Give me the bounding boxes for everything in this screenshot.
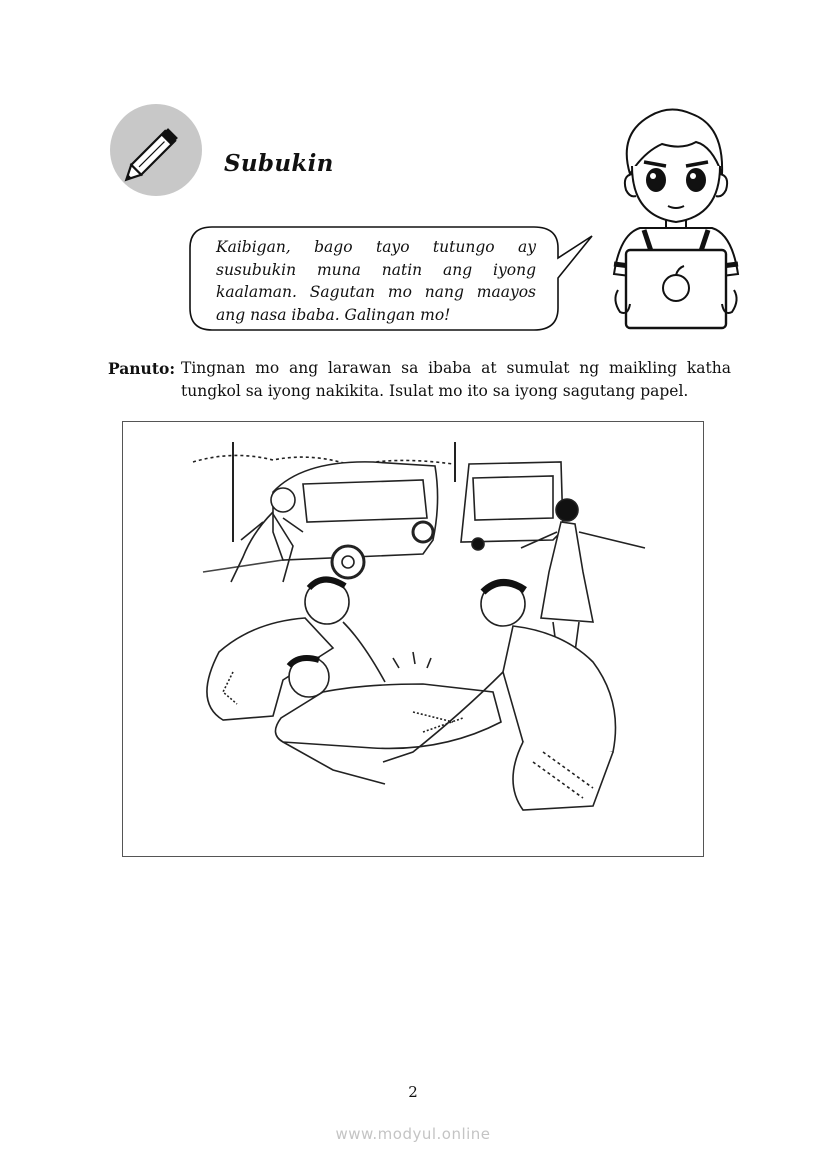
boy-holding-tablet-icon (600, 104, 752, 336)
instructions-label: Panuto: (108, 359, 176, 378)
accident-scene-illustration (123, 422, 703, 856)
pencil-icon (110, 104, 202, 196)
watermark: www.modyul.online (335, 1125, 491, 1143)
speech-bubble-text: Kaibigan, bago tayo tutungo ay susubukin muna natin ang iyong kaalaman. Sagutan mo nang maayos ang nasa ibaba. Galingan mo! (216, 238, 536, 324)
section-title: Subukin (224, 150, 334, 177)
page-number: 2 (408, 1083, 418, 1101)
illustration-frame (122, 421, 704, 857)
instructions-text: Tingnan mo ang larawan sa ibaba at sumulat ng maikling katha tungkol sa iyong nakikita. Isulat mo ito sa iyong sagutang papel. (181, 359, 731, 400)
section-icon-circle (110, 104, 202, 196)
